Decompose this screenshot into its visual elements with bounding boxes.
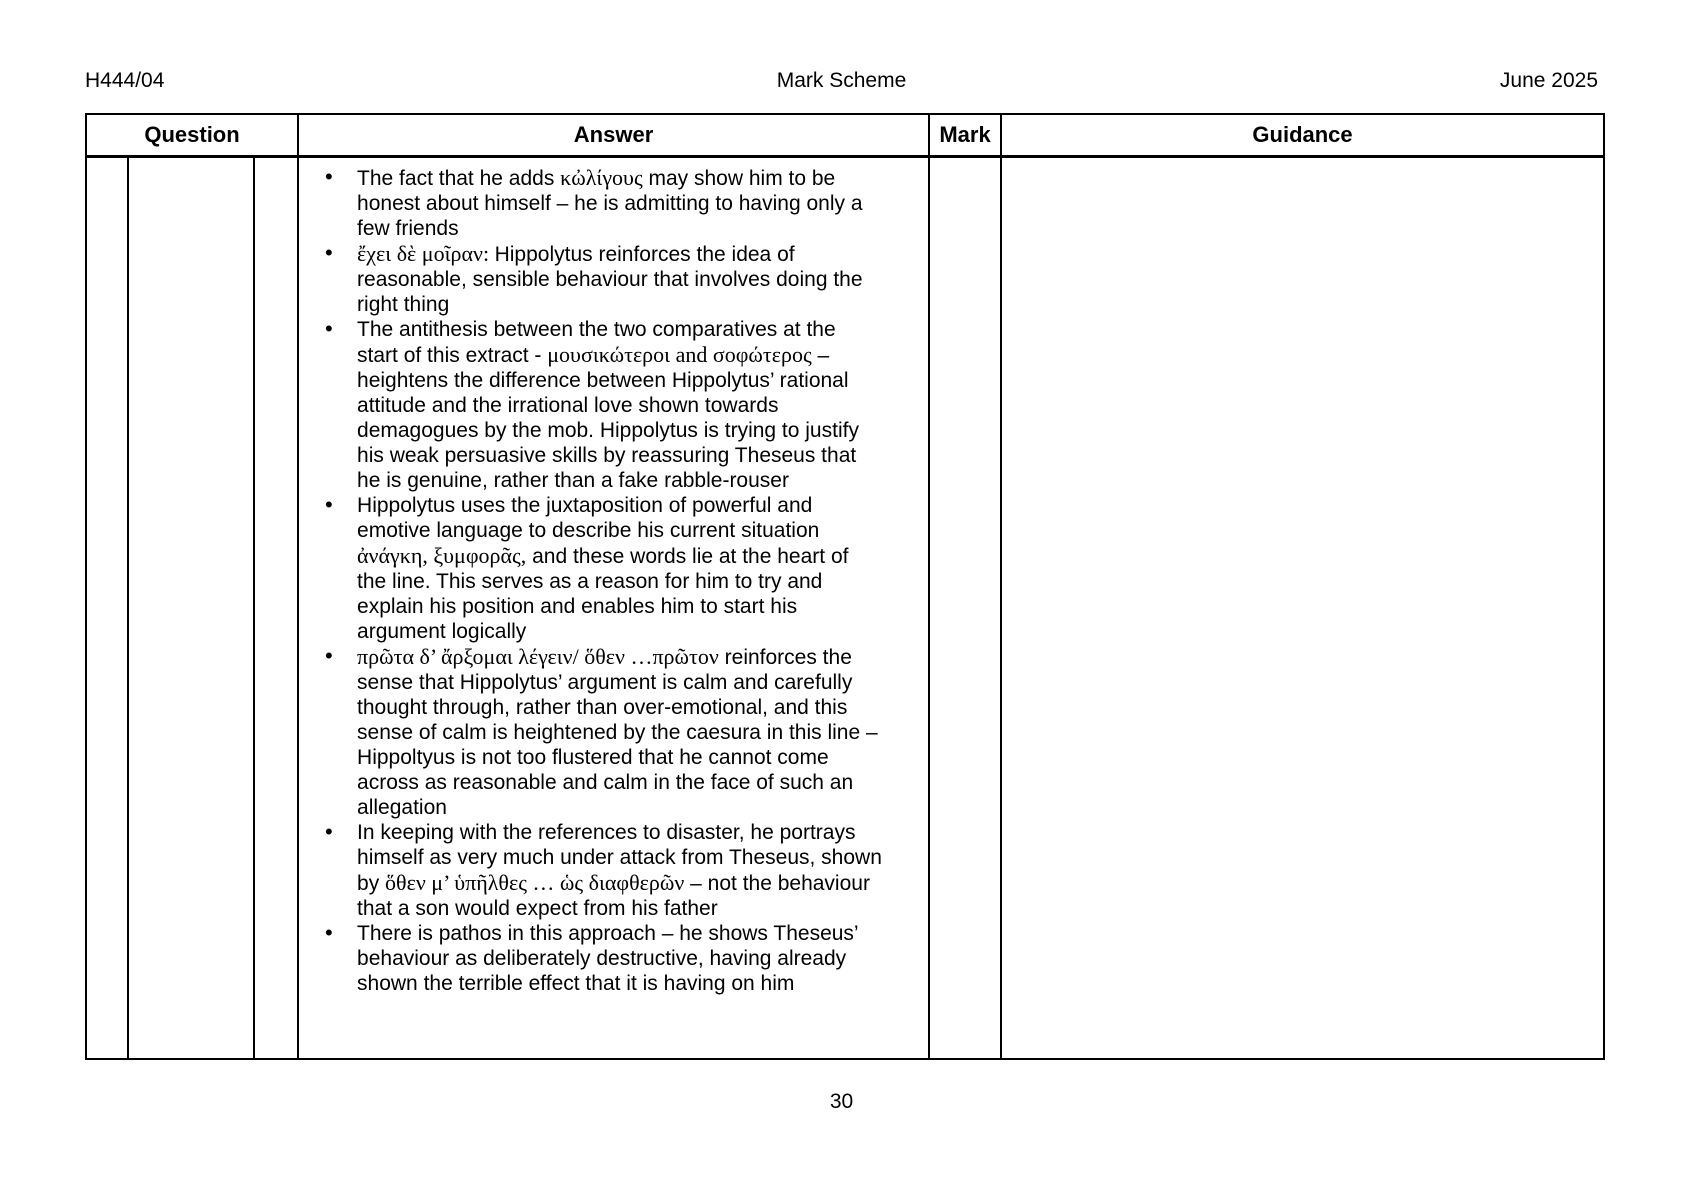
- answer-bullet: [357, 644, 882, 820]
- text-segment: The fact that he adds: [357, 166, 561, 190]
- text-segment: – not the behaviour that a son would expect from his father: [357, 871, 870, 920]
- question-part-cell: [128, 156, 254, 1059]
- greek-text-segment: πρῶτα δ’ ἄρξομαι λέγειν/ ὅθεν …πρῶτον: [357, 643, 719, 669]
- greek-text-segment: ὅθεν μ’ ὑπῆλθες … ὡς διαφθερῶν: [385, 869, 685, 895]
- table-row: [86, 156, 1604, 1059]
- text-segment: In keeping with the references to disaster, he portrays himself as very much under attack from Theseus, shown by: [357, 820, 882, 895]
- answer-bullet: [357, 165, 882, 241]
- greek-text-segment: μουσικώτεροι and σοφώτερος: [547, 341, 812, 367]
- question-number-cell: [86, 156, 128, 1059]
- text-segment: and these words lie at the heart of the line. This serves as a reason for him to try and explain his position and enables him to start his argument logically: [357, 544, 849, 643]
- paper-code: H444/04: [85, 69, 165, 92]
- page-header: [85, 68, 1598, 94]
- answer-bullet: [357, 921, 882, 996]
- guidance-cell: [1001, 156, 1604, 1059]
- session-date: June 2025: [1499, 69, 1598, 92]
- text-segment: Hippolytus uses the juxtaposition of powerful and emotive language to describe his current situation: [357, 493, 820, 542]
- column-header-question: Question: [86, 114, 298, 156]
- text-segment: There is pathos in this approach – he shows Theseus’ behaviour as deliberately destructive, having already shown the terrible effect that it is having on him: [357, 921, 858, 995]
- table-header-row: [86, 114, 1604, 156]
- column-header-guidance: Guidance: [1001, 114, 1604, 156]
- answer-bullet: [357, 820, 882, 921]
- text-segment: Hippolytus reinforces the idea of reasonable, sensible behaviour that involves doing the right thing: [357, 242, 863, 316]
- answer-bullet-list: [299, 165, 928, 996]
- answer-bullet: [357, 493, 882, 644]
- greek-text-segment: ἀνάγκη, ξυμφορᾶς,: [357, 542, 527, 568]
- text-segment: may show him to be honest about himself – he is admitting to having only a few friends: [357, 166, 863, 240]
- text-segment: – heightens the difference between Hippolytus’ rational attitude and the irrational love shown towards demagogues by the mob. Hippolytus is trying to justify his weak persuasive skills by reassuring Theseus that he is genuine, rather than a fake rabble-rouser: [357, 343, 859, 492]
- greek-text-segment: κὠλίγους: [560, 164, 643, 190]
- mark-cell: [929, 156, 1001, 1059]
- question-subpart-cell: [254, 156, 298, 1059]
- page-title: Mark Scheme: [776, 69, 907, 92]
- column-header-answer: Answer: [298, 114, 929, 156]
- answer-bullet: [357, 241, 882, 317]
- page-number: 30: [829, 1090, 854, 1113]
- answer-cell: [298, 156, 929, 1059]
- greek-text-segment: ἔχει δὲ μοῖραν:: [357, 240, 495, 266]
- answer-bullet: [357, 317, 882, 493]
- text-segment: reinforces the sense that Hippolytus’ argument is calm and carefully thought through, rather than over-emotional, and this sense of calm is heightened by the caesura in this line – Hippoltyus is not too flustered that he cannot come across as reasonable and calm in the face of such an allegation: [357, 645, 878, 819]
- column-header-mark: Mark: [929, 114, 1001, 156]
- mark-scheme-table: [85, 113, 1605, 1060]
- text-segment: The antithesis between the two comparatives at the start of this extract -: [357, 317, 836, 367]
